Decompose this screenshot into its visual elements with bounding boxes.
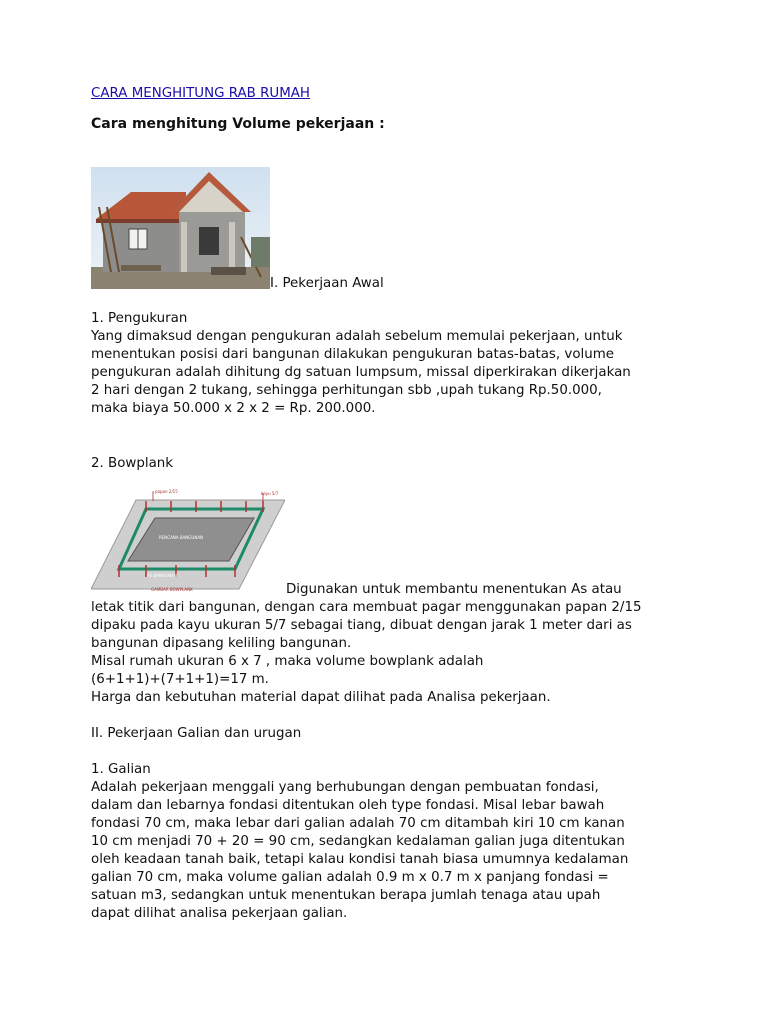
text-line: Adalah pekerjaan menggali yang berhubungan dengan pembuatan fondasi, [91,780,599,795]
text-line: (6+1+1)+(7+1+1)=17 m. [91,672,269,687]
text-line: 2 hari dengan 2 tukang, sehingga perhitungan sbb ,upah tukang Rp.50.000, [91,383,602,398]
bowplank-diagram [91,485,285,593]
text-line: dapat dilihat analisa pekerjaan galian. [91,906,348,921]
section-ii-title: II. Pekerjaan Galian dan urugan [91,726,302,741]
galian-paragraph [91,779,691,923]
text-line: Harga dan kebutuhan material dapat dilihat pada Analisa pekerjaan. [91,690,551,705]
text-line: pengukuran adalah dihitung dg satuan lumpsum, missal diperkirakan dikerjakan [91,365,631,380]
text-line: Yang dimaksud dengan pengukuran adalah sebelum memulai pekerjaan, untuk [91,329,623,344]
text-line: menentukan posisi dari bangunan dilakukan pengukuran batas-batas, volume [91,347,615,362]
text-line: dalam dan lebarnya fondasi ditentukan oleh type fondasi. Misal lebar bawah [91,798,605,813]
text-line: 10 cm menjadi 70 + 20 = 90 cm, sedangkan kedalaman galian juga ditentukan [91,834,625,849]
subsection-galian-title: 1. Galian [91,762,151,777]
text-line: satuan m3, sedangkan untuk menentukan berapa jumlah tenaga atau upah [91,888,601,903]
lower-label: AS BANGUNAN [147,573,177,578]
text-line: oleh keadaan tanah baik, tetapi kalau kondisi tanah biasa umumnya kedalaman [91,852,629,867]
bowplank-first-line: Digunakan untuk membantu menentukan As atau [286,582,622,597]
pengukuran-paragraph [91,328,691,418]
text-line: bangunan dipasang keliling bangunan. [91,636,352,651]
text-line: fondasi 70 cm, maka lebar dari galian adalah 70 cm ditambah kiri 10 cm kanan [91,816,625,831]
text-line: galian 70 cm, maka volume galian adalah 0.9 m x 0.7 m x panjang fondasi = [91,870,609,885]
house-photo [91,167,270,289]
text-line: dipaku pada kayu ukuran 5/7 sebagai tiang, dibuat dengan jarak 1 meter dari as [91,618,632,633]
subsection-bowplank-title: 2. Bowplank [91,456,174,471]
diagram-caption: GAMBAR BOWPLANK [151,587,193,592]
subsection-pengukuran-title: 1. Pengukuran [91,311,188,326]
bowplank-paragraph [91,599,691,707]
page-heading: Cara menghitung Volume pekerjaan : [91,116,385,132]
corner-label: kayu 5/7 [261,491,279,496]
section-i-title: I. Pekerjaan Awal [270,276,384,291]
center-label: RENCANA BANGUNAN [159,535,204,540]
text-line: Misal rumah ukuran 6 x 7 , maka volume bowplank adalah [91,654,484,669]
text-line: maka biaya 50.000 x 2 x 2 = Rp. 200.000. [91,401,376,416]
title-link[interactable]: CARA MENGHITUNG RAB RUMAH [91,86,310,101]
pole-label: papan 2/15 [155,489,178,494]
text-line: letak titik dari bangunan, dengan cara membuat pagar menggunakan papan 2/15 [91,600,642,615]
